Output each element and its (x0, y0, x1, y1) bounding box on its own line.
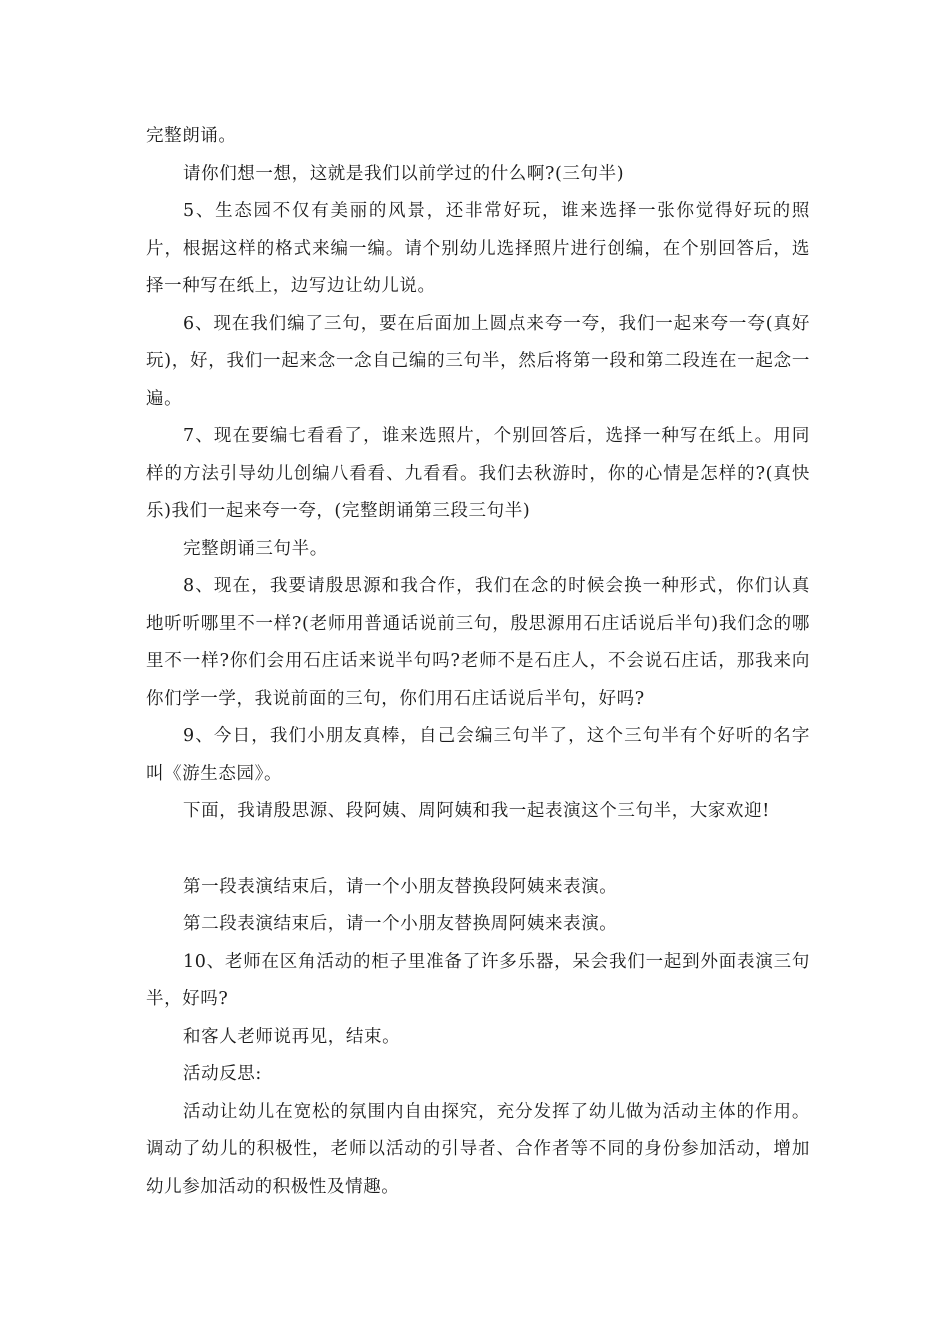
paragraph-4: 6、现在我们编了三句，要在后面加上圆点来夸一夸，我们一起来夸一夸(真好玩)，好，我们一起来念一念自己编的三句半，然后将第一段和第二段连在一起念一遍。 (146, 313, 810, 409)
paragraph-1: 完整朗诵。 (146, 126, 237, 146)
paragraph-2: 请你们想一想，这就是我们以前学过的什么啊?(三句半) (183, 163, 625, 184)
paragraph-14: 活动让幼儿在宽松的氛围内自由探究，充分发挥了幼儿做为活动主体的作用。调动了幼儿的积极性，老师以活动的引导者、合作者等不同的身份参加活动，增加幼儿参加活动的积极性及情趣。 (146, 1101, 810, 1197)
blank-line (146, 831, 810, 869)
paragraph-9: 下面，我请殷思源、段阿姨、周阿姨和我一起表演这个三句半，大家欢迎! (183, 801, 770, 821)
paragraph-10: 第一段表演结束后，请一个小朋友替换段阿姨来表演。 (183, 876, 618, 897)
section-heading-reflection: 活动反思: (183, 1064, 262, 1084)
document-page (146, 118, 810, 1206)
paragraph-6: 完整朗诵三句半。 (183, 538, 328, 559)
paragraph-12: 10、老师在区角活动的柜子里准备了许多乐器，呆会我们一起到外面表演三句半，好吗? (146, 951, 810, 1009)
paragraph-7: 8、现在，我要请殷思源和我合作，我们在念的时候会换一种形式，你们认真地听听哪里不一样?(老师用普通话说前三句，殷思源用石庄话说后半句)我们念的哪里不一样?你们会用石庄话来说半句吗?老师不是石庄人，不会说石庄话，那我来向你们学一学，我说前面的三句，你们用石庄话说后半句，好吗? (146, 576, 810, 709)
paragraph-5: 7、现在要编七看看了，谁来选照片，个别回答后，选择一种写在纸上。用同样的方法引导幼儿创编八看看、九看看。我们去秋游时，你的心情是怎样的?(真快乐)我们一起来夸一夸，(完整朗诵第三段三句半) (146, 426, 810, 521)
paragraph-8: 9、今日，我们小朋友真棒，自己会编三句半了，这个三句半有个好听的名字叫《游生态园》。 (146, 726, 810, 784)
paragraph-11: 第二段表演结束后，请一个小朋友替换周阿姨来表演。 (183, 914, 618, 934)
paragraph-3: 5、生态园不仅有美丽的风景，还非常好玩，谁来选择一张你觉得好玩的照片，根据这样的格式来编一编。请个别幼儿选择照片进行创编，在个别回答后，选择一种写在纸上，边写边让幼儿说。 (146, 201, 810, 296)
paragraph-13: 和客人老师说再见，结束。 (183, 1026, 401, 1047)
